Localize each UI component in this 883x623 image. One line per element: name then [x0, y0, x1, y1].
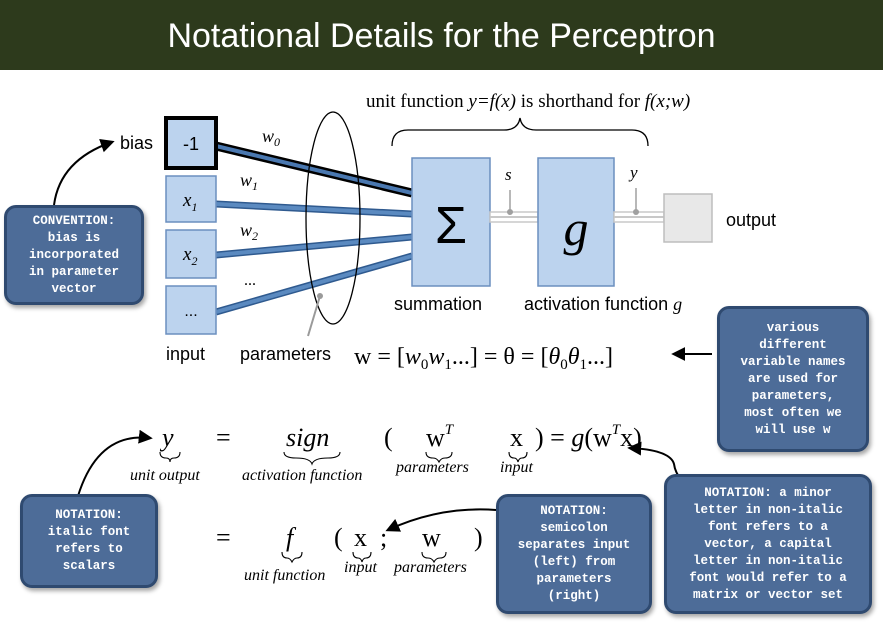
parameters-ellipse	[306, 112, 360, 324]
y-label: y	[630, 163, 638, 182]
italic-notation-note	[20, 494, 158, 588]
activation-label: activation function g	[524, 294, 683, 314]
eq1-y: y	[162, 423, 174, 452]
eq1-wT: $w^T$	[426, 422, 454, 452]
input-value-ellipsis: ...	[184, 303, 198, 320]
eq2-close-paren: )	[474, 523, 483, 552]
eq1-brace-sign	[284, 452, 340, 464]
parameters-label: parameters	[240, 344, 332, 364]
eq2-x: x	[354, 523, 367, 552]
eq2-label-parameters: parameters	[394, 559, 467, 576]
s-tap-dot	[507, 209, 513, 215]
parameter-vector-equation: $w = [w_0w_1...] = \theta = [\theta_0\theta_1...]$	[354, 344, 614, 373]
eq1-rest: ) = $g(w^Tx)$	[535, 422, 642, 452]
eq2-brace-f	[282, 552, 302, 562]
eq1-open-paren: (	[384, 423, 393, 452]
semicolon-notation-note-text: NOTATION: semicolon separates input (left) from parameters (right)	[517, 504, 631, 603]
eq1-x: x	[510, 423, 523, 452]
input-label: input	[166, 344, 206, 364]
convention-note	[4, 205, 144, 305]
weight-label-3: ...	[244, 272, 256, 289]
variable-names-note-text: various different variable names are used for parameters, most often we will use w	[740, 320, 846, 437]
input-value-bias: -1	[182, 134, 200, 154]
eq1-sign: sign	[286, 423, 330, 452]
eq1-label-unit-output: unit output	[130, 467, 200, 484]
slide-title: Notational Details for the Perceptron	[167, 17, 716, 55]
convention-note-text: CONVENTION: bias is incorporated in parameter vector	[28, 213, 119, 296]
variable-names-note	[717, 306, 869, 452]
eq1-brace-y	[160, 452, 180, 462]
output-label: output	[726, 210, 777, 230]
eq2-f: f	[286, 523, 294, 552]
eq1-equals: =	[216, 423, 231, 452]
eq1-label-input: input	[500, 459, 533, 476]
eq2-label-unit-function: unit function	[244, 567, 326, 584]
input-value-x1: $x_1$	[183, 190, 198, 214]
convention-arrow	[54, 142, 112, 205]
italic-notation-note-text: NOTATION: italic font refers to scalars	[47, 508, 131, 573]
unit-function-caption: unit function y=f(x) is shorthand for f(x;w)	[366, 91, 691, 112]
summation-label: summation	[394, 294, 483, 314]
g-symbol: g	[563, 200, 589, 256]
s-label: s	[505, 165, 512, 184]
nonitalic-notation-note	[664, 474, 872, 614]
sigma-symbol: Σ	[434, 197, 468, 255]
eq2-equals: =	[216, 523, 231, 552]
bias-label: bias	[120, 133, 154, 153]
input-value-x2: $x_2$	[183, 244, 198, 268]
eq2-semicolon: ;	[380, 523, 388, 552]
weight-label-0: $w_0$	[262, 126, 281, 149]
unit-function-brace	[392, 118, 648, 146]
y-tap-dot	[633, 209, 639, 215]
parameters-pointer	[308, 296, 320, 336]
eq1-label-activation: activation function	[242, 467, 363, 484]
parameters-pointer-dot	[317, 293, 323, 299]
semicolon-notation-note	[496, 494, 652, 614]
eq1-label-parameters: parameters	[396, 459, 469, 476]
output-box	[664, 194, 712, 242]
nonitalic-notation-note-text: NOTATION: a minor letter in non-italic font refers to a vector, a capital letter in non-italic font would refer to a matrix or vector set	[689, 485, 847, 602]
weight-label-2: $w_2$	[240, 220, 259, 243]
eq2-w: w	[422, 523, 441, 552]
eq2-open-paren: (	[334, 523, 343, 552]
weight-label-1: $w_1$	[240, 170, 259, 193]
eq2-label-input: input	[344, 559, 377, 576]
